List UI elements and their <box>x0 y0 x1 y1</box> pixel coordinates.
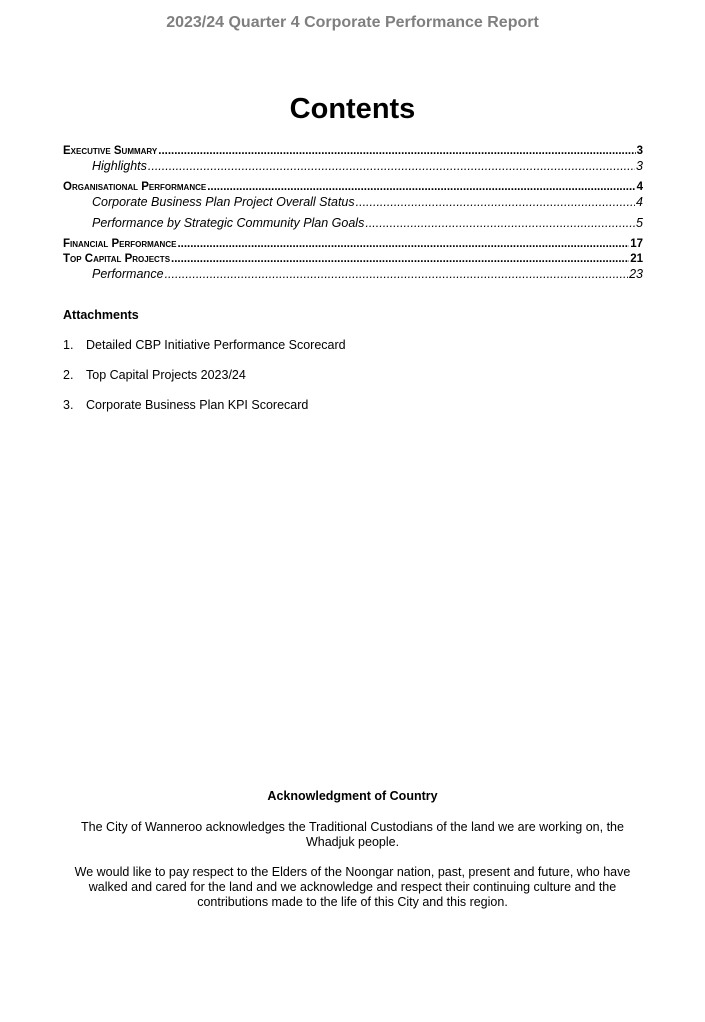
toc-entry-executive-summary[interactable] <box>63 144 643 159</box>
attachment-number: 2. <box>63 368 74 382</box>
toc-entry-label: Highlights <box>92 159 147 173</box>
toc-entry-performance[interactable] <box>63 267 643 282</box>
toc-leader-dots <box>171 252 629 267</box>
toc-entry-label: Performance by Strategic Community Plan Goals <box>92 216 365 230</box>
attachments-heading: Attachments <box>63 308 139 322</box>
attachment-item <box>63 338 346 353</box>
toc-entry-highlights[interactable] <box>63 159 643 174</box>
toc-entry-performance-by-scp-goals[interactable] <box>63 216 643 231</box>
toc-entry-label: Executive Summary <box>63 145 158 157</box>
attachments-list <box>63 338 346 428</box>
toc-leader-dots <box>177 237 629 252</box>
table-of-contents <box>63 144 643 282</box>
acknowledgment-of-country <box>60 789 645 925</box>
toc-entry-label: Top Capital Projects <box>63 253 171 265</box>
attachment-number: 1. <box>63 338 74 352</box>
toc-entry-label: Performance <box>92 267 164 281</box>
toc-entry-top-capital-projects[interactable] <box>63 252 643 267</box>
toc-entry-label: Financial Performance <box>63 238 177 250</box>
toc-entry-financial-performance[interactable] <box>63 237 643 252</box>
toc-entry-page: 3 <box>636 145 643 157</box>
toc-entry-label: Organisational Performance <box>63 181 207 193</box>
attachment-label: Corporate Business Plan KPI Scorecard <box>86 398 309 412</box>
toc-entry-cbp-overall-status[interactable] <box>63 195 643 210</box>
toc-entry-page: 21 <box>630 253 643 265</box>
toc-entry-label: Corporate Business Plan Project Overall Status <box>92 195 355 209</box>
acknowledgment-paragraph-1: The City of Wanneroo acknowledges the Traditional Custodians of the land we are working on, the Whadjuk people. <box>81 820 624 849</box>
toc-entry-page: 4 <box>636 181 643 193</box>
toc-entry-organisational-performance[interactable] <box>63 180 643 195</box>
toc-leader-dots <box>148 159 635 174</box>
contents-heading: Contents <box>289 93 416 125</box>
toc-leader-dots <box>356 195 635 210</box>
attachment-item <box>63 368 346 383</box>
toc-leader-dots <box>158 144 635 159</box>
toc-entry-page: 17 <box>630 238 643 250</box>
toc-leader-dots <box>165 267 629 282</box>
toc-entry-page: 23 <box>629 267 643 281</box>
attachment-label: Detailed CBP Initiative Performance Scorecard <box>86 338 346 352</box>
toc-entry-page: 3 <box>636 159 643 173</box>
attachment-label: Top Capital Projects 2023/24 <box>86 368 246 382</box>
acknowledgment-paragraph-2: We would like to pay respect to the Elders of the Noongar nation, past, present and future, who have walked and cared for the land and we acknowledge and respect their continuing culture and the contributions made to the life of this City and this region. <box>74 865 631 909</box>
attachment-number: 3. <box>63 398 74 412</box>
report-header-title: 2023/24 Quarter 4 Corporate Performance Report <box>166 14 539 31</box>
toc-leader-dots <box>365 216 635 231</box>
acknowledgment-title: Acknowledgment of Country <box>267 789 438 803</box>
attachment-item <box>63 398 346 413</box>
toc-entry-page: 5 <box>636 216 643 230</box>
toc-entry-page: 4 <box>636 195 643 209</box>
toc-leader-dots <box>207 180 635 195</box>
